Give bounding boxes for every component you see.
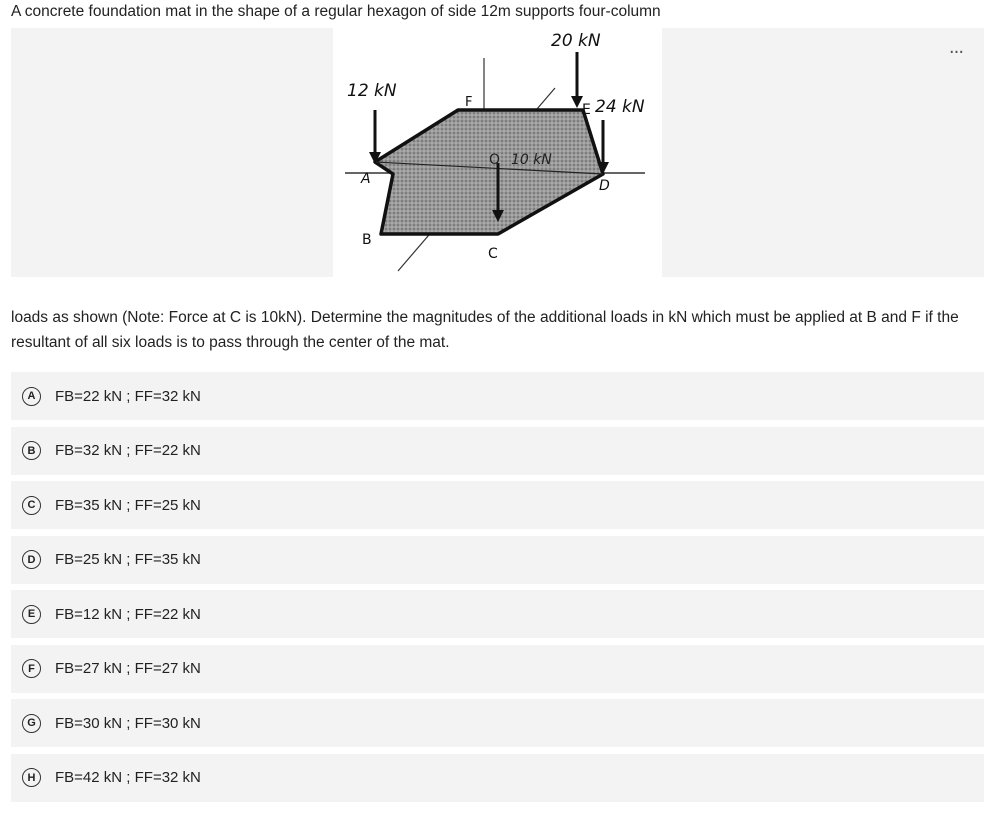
label-point-a: A xyxy=(361,171,371,187)
option-letter-badge: H xyxy=(22,768,41,787)
option-text: FB=32 kN ; FF=22 kN xyxy=(55,442,201,459)
label-24kn: 24 kN xyxy=(595,97,645,117)
option-letter-badge: B xyxy=(22,441,41,460)
option-a[interactable] xyxy=(11,372,984,420)
question-text-continuation: loads as shown (Note: Force at C is 10kN). Determine the magnitudes of the additional loads in kN which must be applied at B and F if the resultant of all six loads is to pass through the center of the mat. xyxy=(11,309,959,351)
more-options-icon[interactable]: ... xyxy=(948,37,964,58)
answer-options-list xyxy=(11,372,984,808)
option-g[interactable] xyxy=(11,699,984,747)
option-letter-badge: G xyxy=(22,714,41,733)
label-point-c: C xyxy=(488,246,498,262)
label-20kn: 20 kN xyxy=(551,31,601,51)
option-letter-badge: E xyxy=(22,605,41,624)
option-text: FB=25 kN ; FF=35 kN xyxy=(55,551,201,568)
option-d[interactable] xyxy=(11,536,984,584)
option-text: FB=22 kN ; FF=32 kN xyxy=(55,387,201,405)
label-point-o: O xyxy=(489,152,501,168)
label-10kn: 10 kN xyxy=(511,152,552,168)
option-letter-badge: A xyxy=(22,387,41,406)
label-point-d: D xyxy=(599,178,610,194)
option-text: FB=12 kN ; FF=22 kN xyxy=(55,605,201,623)
option-letter-badge: D xyxy=(22,550,41,569)
option-h[interactable] xyxy=(11,754,984,802)
option-letter-badge: F xyxy=(22,659,41,678)
label-point-b: B xyxy=(362,232,372,248)
hexagon-mat-diagram xyxy=(333,28,662,282)
label-point-e: E xyxy=(582,102,591,118)
option-f[interactable] xyxy=(11,645,984,693)
label-12kn: 12 kN xyxy=(347,81,397,101)
option-text: FB=27 kN ; FF=27 kN xyxy=(55,660,201,677)
option-text: FB=42 kN ; FF=32 kN xyxy=(55,769,201,786)
option-text: FB=30 kN ; FF=30 kN xyxy=(55,714,201,732)
option-e[interactable] xyxy=(11,590,984,638)
option-text: FB=35 kN ; FF=25 kN xyxy=(55,496,201,514)
option-b[interactable] xyxy=(11,427,984,475)
option-letter-badge: C xyxy=(22,496,41,515)
option-c[interactable] xyxy=(11,481,984,529)
label-point-f: F xyxy=(465,95,473,110)
question-text-intro: A concrete foundation mat in the shape of a regular hexagon of side 12m supports four-column xyxy=(11,3,661,20)
